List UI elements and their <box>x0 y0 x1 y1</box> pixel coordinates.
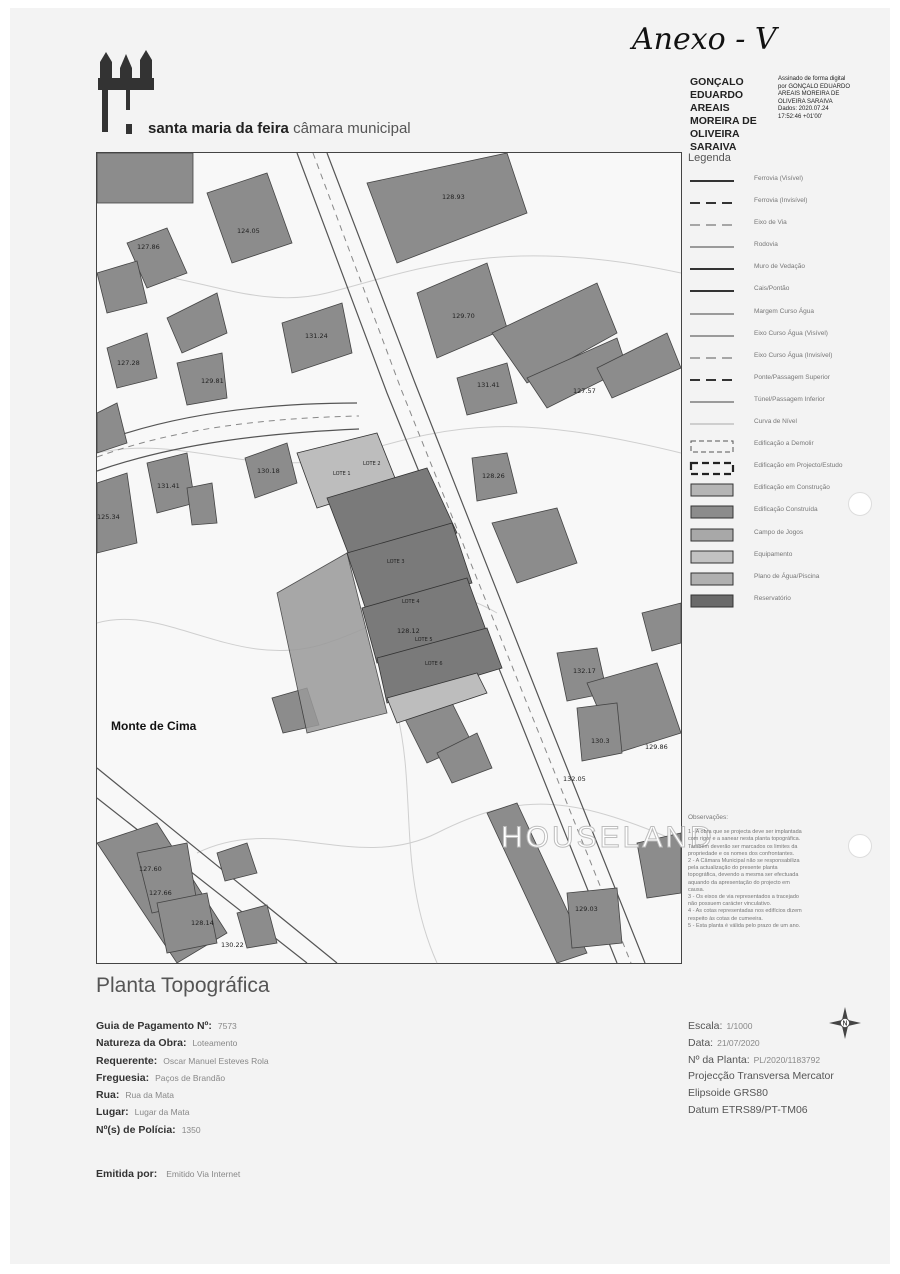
spec-label: Projecção Transversa Mercator <box>688 1070 834 1083</box>
observation-line: não possuem carácter vinculativo. <box>688 901 772 908</box>
legend-label: Cais/Pontão <box>754 285 790 293</box>
legend-label: Curva de Nível <box>754 418 797 426</box>
detail-value: Lugar da Mata <box>134 1107 190 1118</box>
svg-text:128.93: 128.93 <box>442 193 465 201</box>
punch-hole <box>848 492 872 516</box>
svg-text:131.41: 131.41 <box>477 381 500 389</box>
legend-label: Ferrovia (Invisível) <box>754 197 808 205</box>
document-title: Planta Topográfica <box>96 974 270 997</box>
digital-signature <box>690 76 870 153</box>
detail-value: 7573 <box>217 1021 237 1031</box>
svg-text:132.17: 132.17 <box>573 667 596 675</box>
svg-text:132.05: 132.05 <box>563 775 586 783</box>
legend-label: Eixo de Via <box>754 219 787 227</box>
municipality-header <box>96 48 456 148</box>
legend-symbol <box>690 330 734 342</box>
legend-item <box>688 214 884 236</box>
detail-row <box>96 1055 516 1072</box>
svg-text:128.26: 128.26 <box>482 472 505 480</box>
svg-text:N: N <box>842 1019 848 1028</box>
watermark-text: HOUSELAND <box>501 821 715 854</box>
legend-item <box>688 391 884 413</box>
legend-label: Edificação em Projecto/Estudo <box>754 462 843 470</box>
signature-name: GONÇALO EDUARDO AREAIS MOREIRA DE OLIVEIRA SARAIVA <box>690 76 757 153</box>
map-legend <box>688 152 884 612</box>
detail-row <box>96 1020 516 1037</box>
observation-line: topográfica, devendo a mesma ser efectuada <box>688 872 799 879</box>
legend-symbol <box>690 197 734 209</box>
detail-label: Rua: <box>96 1089 120 1102</box>
legend-label: Ferrovia (Visível) <box>754 175 804 182</box>
detail-row <box>96 1124 516 1141</box>
legend-item <box>688 435 884 457</box>
svg-text:128.14: 128.14 <box>191 919 214 927</box>
observation-line: 1 - A obra que se projecta deve ser implantada <box>688 829 802 836</box>
legend-item <box>688 457 884 479</box>
svg-text:130.3: 130.3 <box>591 737 610 745</box>
observation-line: 3 - Os eixos de via representados a tracejado <box>688 894 799 901</box>
detail-label: Natureza da Obra: <box>96 1037 187 1050</box>
legend-label: Campo de Jogos <box>754 528 804 536</box>
svg-text:129.86: 129.86 <box>645 743 668 751</box>
legend-symbol <box>690 374 734 386</box>
detail-row <box>96 1072 516 1089</box>
legend-item <box>688 413 884 435</box>
spec-row <box>688 1104 888 1121</box>
legend-label: Muro de Vedação <box>754 263 805 271</box>
observation-line: pela actualização do presente planta <box>688 865 778 872</box>
legend-symbol <box>690 484 734 496</box>
detail-value: Oscar Manuel Esteves Rola <box>163 1055 269 1066</box>
detail-value: 1350 <box>181 1124 201 1135</box>
legend-symbol <box>690 529 734 541</box>
legend-symbol <box>690 285 734 297</box>
svg-text:131.24: 131.24 <box>305 332 328 340</box>
observation-line: aquando da apresentação do projecto em <box>688 879 790 886</box>
issued-by-value: Emitido Via Internet <box>166 1169 241 1179</box>
legend-label: Plano de Água/Piscina <box>754 572 820 580</box>
issued-by <box>96 1168 240 1180</box>
svg-text:LOTE 3: LOTE 3 <box>387 559 405 565</box>
legend-symbol <box>690 219 734 231</box>
detail-value: Paços de Brandão <box>155 1072 226 1083</box>
annex-handwritten-label: Anexo - V <box>632 22 777 57</box>
svg-text:LOTE 6: LOTE 6 <box>425 661 443 667</box>
spec-label: Elipsoide GRS80 <box>688 1087 768 1100</box>
svg-text:127.28: 127.28 <box>117 359 140 367</box>
legend-list <box>688 170 884 612</box>
detail-row <box>96 1089 516 1106</box>
svg-text:LOTE 2: LOTE 2 <box>363 461 381 467</box>
svg-text:128.12: 128.12 <box>397 627 420 635</box>
observation-line: propriedade e os nomes dos confrontantes. <box>688 850 795 857</box>
svg-text:125.34: 125.34 <box>97 513 120 521</box>
svg-text:127.86: 127.86 <box>137 243 160 251</box>
legend-label: Edificação em Construção <box>754 484 830 492</box>
legend-item <box>688 258 884 280</box>
observation-line: 5 - Esta planta é válida pelo prazo de um ano. <box>688 922 801 929</box>
legend-symbol <box>690 352 734 364</box>
legend-symbol <box>690 418 734 430</box>
municipality-name: santa maria da feira câmara municipal <box>148 120 411 137</box>
spec-value: 21/07/2020 <box>717 1037 760 1048</box>
detail-value: Loteamento <box>192 1038 238 1049</box>
detail-label: Nº(s) de Polícia: <box>96 1123 176 1136</box>
spec-label: Escala: <box>688 1020 723 1032</box>
observation-line: 2 - A Câmara Municipal não se responsabiliza <box>688 858 800 865</box>
place-name-label: Monte de Cima <box>111 719 197 733</box>
legend-item <box>688 590 884 612</box>
observation-line: 4 - As cotas representadas nos edifícios dizem <box>688 908 802 915</box>
observation-line: respeito às cotas de cumeeira. <box>688 915 763 922</box>
legend-symbol <box>690 573 734 585</box>
detail-label: Freguesia: <box>96 1071 150 1084</box>
observation-line: com rigor e a sanear nesta planta topográfica. <box>688 836 801 843</box>
legend-item <box>688 524 884 546</box>
spec-row <box>688 1087 888 1104</box>
legend-label: Túnel/Passagem Inferior <box>754 395 825 403</box>
observations-text <box>688 829 864 930</box>
svg-text:129.70: 129.70 <box>452 312 475 320</box>
legend-symbol <box>690 263 734 275</box>
legend-item <box>688 192 884 214</box>
spec-value: 1/1000 <box>726 1021 753 1031</box>
spec-label: Data: <box>688 1036 714 1049</box>
svg-text:LOTE 4: LOTE 4 <box>402 599 420 605</box>
observations-title: Observações: <box>688 814 729 821</box>
legend-label: Eixo Curso Água (Invisível) <box>754 351 833 359</box>
legend-label: Equipamento <box>754 550 793 558</box>
legend-symbol <box>690 551 734 563</box>
legend-symbol <box>690 440 734 452</box>
punch-hole <box>848 834 872 858</box>
legend-symbol <box>690 308 734 320</box>
spec-row <box>688 1070 888 1087</box>
svg-text:LOTE 1: LOTE 1 <box>333 471 351 477</box>
legend-item <box>688 280 884 302</box>
legend-title: Legenda <box>688 152 731 164</box>
signature-details: Assinado de forma digital por GONÇALO EDUARDO AREAIS MOREIRA DE OLIVEIRA SARAIVA Dados: 2020.07.24 17:52:46 +01'00' <box>778 76 851 120</box>
svg-text:LOTE 5: LOTE 5 <box>415 637 433 643</box>
detail-value: Rua da Mata <box>125 1090 175 1101</box>
spec-value: PL/2020/1183792 <box>753 1054 821 1065</box>
spec-label: Nº da Planta: <box>688 1053 750 1066</box>
legend-symbol <box>690 241 734 253</box>
legend-label: Margem Curso Água <box>754 307 814 315</box>
legend-symbol <box>690 396 734 408</box>
legend-label: Ponte/Passagem Superior <box>754 373 830 381</box>
legend-item <box>688 170 884 192</box>
legend-item <box>688 546 884 568</box>
observation-line: causa. <box>688 886 705 893</box>
legend-item <box>688 236 884 258</box>
legend-label: Edificação a Demolir <box>754 440 814 448</box>
legend-label: Eixo Curso Água (Visível) <box>754 329 828 337</box>
svg-text:124.05: 124.05 <box>237 227 260 235</box>
legend-label: Reservatório <box>754 594 791 602</box>
spec-label: Datum ETRS89/PT-TM06 <box>688 1103 808 1116</box>
legend-symbol <box>690 595 734 607</box>
north-arrow-icon <box>828 1006 862 1040</box>
observation-line: Também deverão ser marcados os limites da <box>688 843 798 850</box>
legend-item <box>688 347 884 369</box>
svg-text:130.18: 130.18 <box>257 467 280 475</box>
legend-label: Rodovia <box>754 241 778 249</box>
legend-item <box>688 303 884 325</box>
observations <box>688 814 864 930</box>
legend-symbol <box>690 506 734 518</box>
detail-label: Requerente: <box>96 1054 158 1067</box>
request-details <box>96 1020 516 1141</box>
svg-text:131.41: 131.41 <box>157 482 180 490</box>
svg-text:129.81: 129.81 <box>201 377 224 385</box>
detail-label: Lugar: <box>96 1106 129 1119</box>
detail-label: Guia de Pagamento Nº: <box>96 1020 212 1032</box>
legend-symbol <box>690 462 734 474</box>
legend-item <box>688 568 884 590</box>
svg-text:127.57: 127.57 <box>573 387 596 395</box>
issued-by-label: Emitida por: <box>96 1168 158 1180</box>
svg-text:127.66: 127.66 <box>149 889 172 897</box>
svg-text:130.22: 130.22 <box>221 941 244 949</box>
spec-row <box>688 1054 888 1071</box>
detail-row <box>96 1106 516 1123</box>
legend-label: Edificação Construída <box>754 506 818 514</box>
detail-row <box>96 1037 516 1054</box>
legend-item <box>688 369 884 391</box>
legend-item <box>688 325 884 347</box>
legend-symbol <box>690 175 734 187</box>
svg-text:129.03: 129.03 <box>575 905 598 913</box>
svg-text:127.60: 127.60 <box>139 865 162 873</box>
